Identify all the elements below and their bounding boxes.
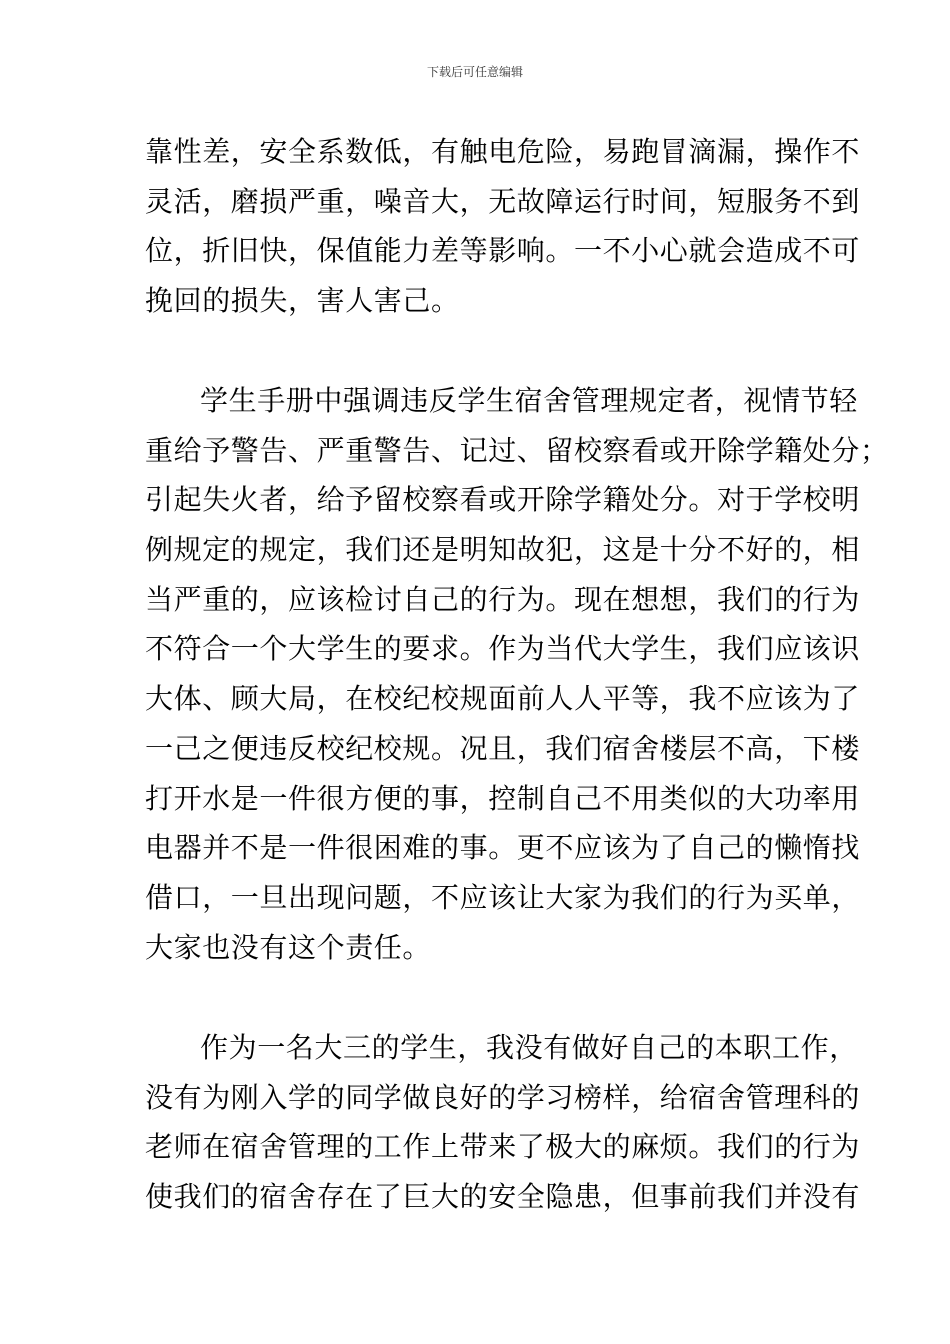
page-header: 下载后可任意编辑 bbox=[426, 65, 523, 79]
text-line: 重给予警告、严重警告、记过、留校察看或开除学籍处分； bbox=[145, 433, 889, 467]
text-line: 大体、顾大局，在校纪校规面前人人平等，我不应该为了 bbox=[145, 682, 861, 716]
text-line: 没有为刚入学的同学做良好的学习榜样，给宿舍管理科的 bbox=[145, 1080, 861, 1114]
text-line: 借口，一旦出现问题，不应该让大家为我们的行为买单， bbox=[145, 880, 861, 914]
paragraph-2 bbox=[145, 376, 889, 972]
text-line: 位，折旧快，保值能力差等影响。一不小心就会造成不可 bbox=[145, 234, 861, 268]
text-line: 灵活，磨损严重，噪音大，无故障运行时间，短服务不到 bbox=[145, 184, 861, 218]
paragraph-1 bbox=[145, 127, 861, 326]
text-line: 例规定的规定，我们还是明知故犯，这是十分不好的，相 bbox=[145, 533, 861, 567]
text-line: 使我们的宿舍存在了巨大的安全隐患，但事前我们并没有 bbox=[145, 1180, 861, 1214]
text-line: 大家也没有这个责任。 bbox=[145, 930, 432, 964]
text-line: 电器并不是一件很困难的事。更不应该为了自己的懒惰找 bbox=[145, 831, 861, 865]
text-line: 靠性差，安全系数低，有触电危险，易跑冒滴漏，操作不 bbox=[145, 135, 861, 168]
text-line: 作为一名大三的学生，我没有做好自己的本职工作， bbox=[200, 1031, 858, 1064]
text-line: 学生手册中强调违反学生宿舍管理规定者，视情节轻 bbox=[200, 384, 858, 417]
text-line: 当严重的，应该检讨自己的行为。现在想想，我们的行为 bbox=[145, 582, 861, 616]
text-line: 一己之便违反校纪校规。况且，我们宿舍楼层不高，下楼 bbox=[145, 731, 861, 765]
text-line: 引起失火者，给予留校察看或开除学籍处分。对于学校明 bbox=[145, 483, 861, 517]
text-line: 打开水是一件很方便的事，控制自己不用类似的大功率用 bbox=[145, 781, 861, 815]
text-line: 老师在宿舍管理的工作上带来了极大的麻烦。我们的行为 bbox=[145, 1130, 861, 1164]
paragraph-3 bbox=[145, 1023, 861, 1222]
text-line: 不符合一个大学生的要求。作为当代大学生，我们应该识 bbox=[145, 632, 861, 666]
text-line: 挽回的损失，害人害己。 bbox=[145, 284, 460, 318]
